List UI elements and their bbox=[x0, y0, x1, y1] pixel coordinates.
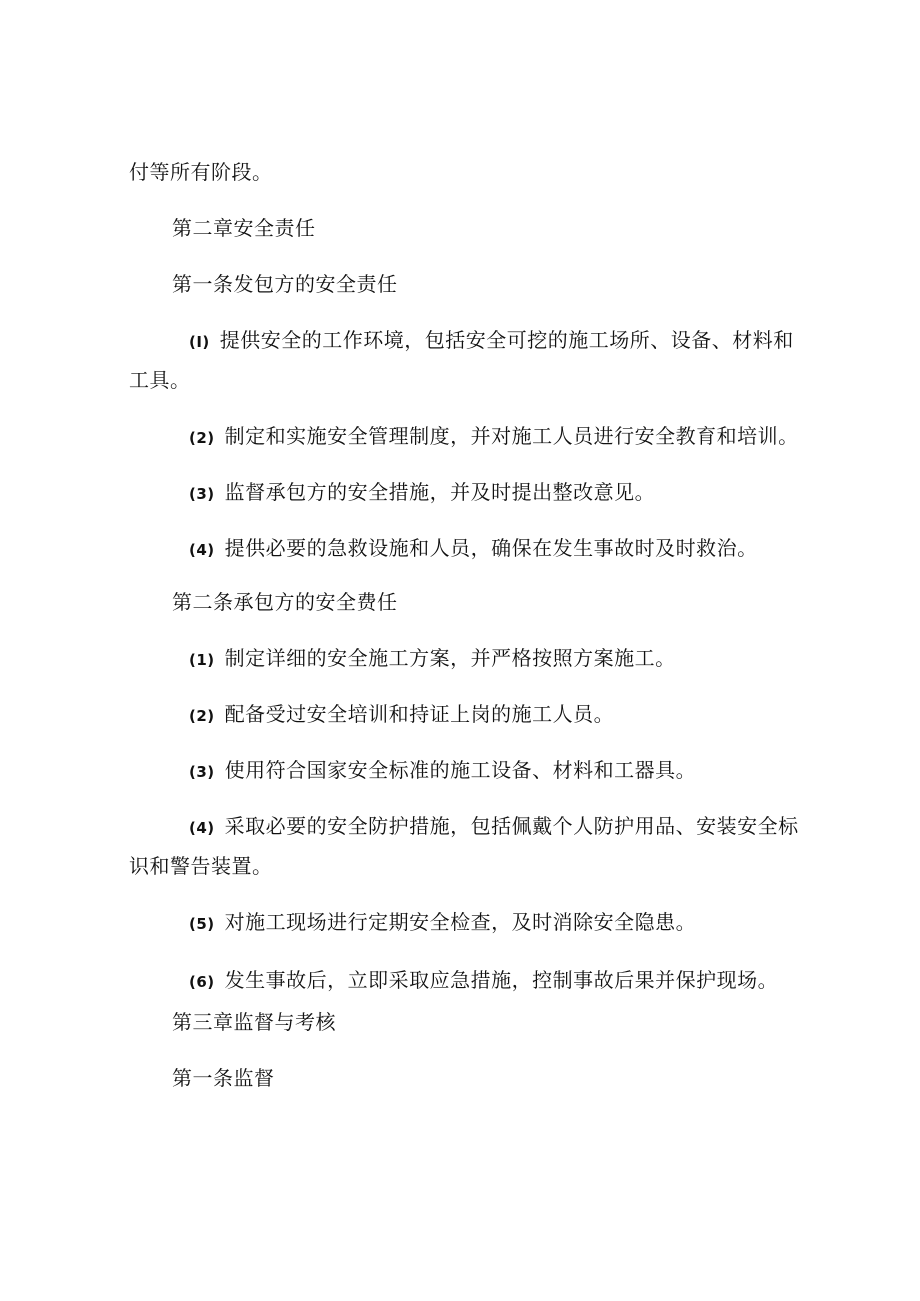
chapter-3-title: 第三章监督与考核 bbox=[172, 1010, 336, 1034]
article-2-item-3 bbox=[189, 758, 696, 784]
item-number: (4) bbox=[189, 819, 215, 837]
item-number: (3) bbox=[189, 485, 215, 503]
article-1-item-1 bbox=[189, 328, 794, 354]
item-number: (1) bbox=[189, 651, 215, 669]
item-number: (2) bbox=[189, 429, 215, 447]
item-number: (3) bbox=[189, 763, 215, 781]
item-text: 提供安全的工作环境，包括安全可挖的施工场所、设备、材料和 bbox=[219, 328, 794, 352]
continuation-text: 付等所有阶段。 bbox=[129, 160, 273, 184]
article-2-item-6 bbox=[189, 968, 778, 994]
item-text: 采取必要的安全防护措施，包括佩戴个人防护用品、安装安全标 bbox=[224, 814, 799, 838]
chapter-2-title: 第二章安全责任 bbox=[172, 216, 316, 240]
article-2-title: 第二条承包方的安全费任 bbox=[172, 590, 398, 614]
item-number: (5) bbox=[189, 915, 215, 933]
item-number: (I) bbox=[189, 333, 210, 351]
item-text: 配备受过安全培训和持证上岗的施工人员。 bbox=[224, 702, 615, 726]
article-1-item-3 bbox=[189, 480, 655, 506]
chapter-3-article-1-title: 第一条监督 bbox=[172, 1066, 275, 1090]
article-2-item-2 bbox=[189, 702, 614, 728]
item-text: 提供必要的急救设施和人员，确保在发生事故时及时救治。 bbox=[224, 536, 758, 560]
item-number: (4) bbox=[189, 541, 215, 559]
article-2-item-1 bbox=[189, 646, 676, 672]
article-2-item-4 bbox=[189, 814, 799, 840]
item-number: (6) bbox=[189, 973, 215, 991]
item-text: 发生事故后，立即采取应急措施，控制事故后果并保护现场。 bbox=[224, 968, 779, 992]
item-text: 制定和实施安全管理制度，并对施工人员进行安全教育和培训。 bbox=[224, 424, 799, 448]
article-1-item-1-continued: 工具。 bbox=[129, 368, 191, 392]
article-2-item-5 bbox=[189, 910, 696, 936]
item-number: (2) bbox=[189, 707, 215, 725]
article-1-item-2 bbox=[189, 424, 799, 450]
item-text: 对施工现场进行定期安全检查，及时消除安全隐患。 bbox=[224, 910, 697, 934]
item-text: 制定详细的安全施工方案，并严格按照方案施工。 bbox=[224, 646, 676, 670]
item-text: 使用符合国家安全标准的施工设备、材料和工器具。 bbox=[224, 758, 697, 782]
article-1-title: 第一条发包方的安全责任 bbox=[172, 272, 398, 296]
article-1-item-4 bbox=[189, 536, 758, 562]
item-text: 监督承包方的安全措施，并及时提出整改意见。 bbox=[224, 480, 656, 504]
article-2-item-4-continued: 识和警告装置。 bbox=[129, 854, 273, 878]
